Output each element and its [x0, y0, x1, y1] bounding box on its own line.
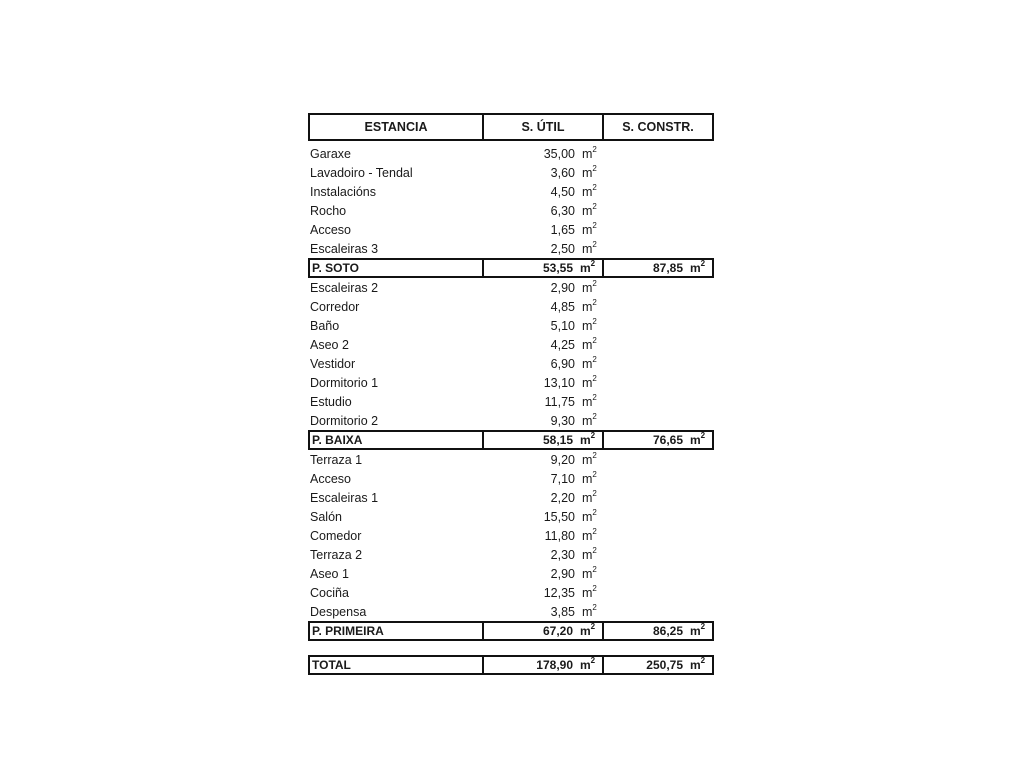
unit-base: m — [582, 490, 593, 505]
table-row — [308, 182, 714, 201]
table-row — [308, 469, 714, 488]
unit-base: m — [690, 624, 701, 638]
floor-built-area-text: 87,85 — [652, 261, 683, 275]
floor-useful-area — [484, 430, 604, 450]
unit-base: m — [580, 261, 591, 275]
area-table — [308, 113, 714, 675]
room-name-text: Vestidor — [310, 356, 356, 371]
floor-name — [308, 621, 484, 641]
unit-label — [582, 373, 598, 390]
unit-label — [690, 433, 706, 447]
useful-area — [484, 526, 604, 543]
useful-area — [484, 335, 604, 352]
useful-area — [484, 354, 604, 371]
useful-area-text: 2,90 — [550, 280, 575, 295]
floor-built-area-text: 86,25 — [652, 624, 683, 638]
room-name — [308, 242, 484, 256]
total-label — [308, 655, 484, 675]
room-name — [308, 510, 484, 524]
room-name-text: Escaleiras 3 — [310, 241, 379, 256]
unit-base: m — [582, 337, 593, 352]
table-header — [308, 113, 714, 141]
room-name — [308, 204, 484, 218]
unit-label — [580, 658, 596, 672]
room-name-text: Aseo 2 — [310, 337, 349, 352]
spacer — [308, 641, 714, 655]
useful-area-text: 11,80 — [544, 528, 575, 543]
floor-subtotal-row — [308, 621, 714, 641]
room-name — [308, 357, 484, 371]
floor-name-text: P. SOTO — [312, 261, 359, 275]
useful-area-text: 7,10 — [550, 471, 575, 486]
unit-exponent: 2 — [592, 450, 597, 460]
unit-label — [580, 624, 596, 638]
table-row — [308, 239, 714, 258]
unit-label — [582, 602, 598, 619]
header-useful-area: S. ÚTIL — [484, 113, 604, 141]
unit-label — [582, 163, 598, 180]
unit-base: m — [582, 585, 593, 600]
unit-label — [582, 411, 598, 428]
useful-area — [484, 488, 604, 505]
room-name-text: Comedor — [310, 528, 362, 543]
table-row — [308, 201, 714, 220]
unit-exponent: 2 — [592, 182, 597, 192]
useful-area-text: 2,30 — [550, 547, 575, 562]
useful-area-text: 4,25 — [550, 337, 575, 352]
useful-area — [484, 450, 604, 467]
unit-label — [582, 469, 598, 486]
unit-exponent: 2 — [592, 488, 597, 498]
useful-area-text: 5,10 — [550, 318, 575, 333]
floor-built-area — [604, 621, 714, 641]
table-row — [308, 278, 714, 297]
unit-base: m — [582, 184, 593, 199]
unit-label — [582, 507, 598, 524]
room-name-text: Escaleiras 2 — [310, 280, 379, 295]
unit-base: m — [582, 222, 593, 237]
room-name — [308, 567, 484, 581]
room-name-text: Dormitorio 2 — [310, 413, 379, 428]
useful-area — [484, 373, 604, 390]
room-name — [308, 281, 484, 295]
useful-area — [484, 316, 604, 333]
useful-area — [484, 507, 604, 524]
room-name-text: Baño — [310, 318, 340, 333]
room-name — [308, 453, 484, 467]
useful-area — [484, 201, 604, 218]
total-built-area-text: 250,75 — [646, 658, 683, 672]
room-name-text: Aseo 1 — [310, 566, 349, 581]
total-useful-area — [484, 655, 604, 675]
unit-base: m — [582, 394, 593, 409]
useful-area — [484, 144, 604, 161]
useful-area-text: 4,50 — [550, 184, 575, 199]
unit-base: m — [582, 165, 593, 180]
table-row — [308, 545, 714, 564]
room-name-text: Cociña — [310, 585, 349, 600]
unit-label — [582, 297, 598, 314]
table-row — [308, 392, 714, 411]
room-name-text: Escaleiras 1 — [310, 490, 379, 505]
floor-built-area — [604, 258, 714, 278]
unit-base: m — [582, 566, 593, 581]
total-row — [308, 655, 714, 675]
table-row — [308, 450, 714, 469]
floor-useful-area-text: 53,55 — [542, 261, 573, 275]
header-built-area: S. CONSTR. — [604, 113, 714, 141]
unit-base: m — [582, 203, 593, 218]
unit-exponent: 2 — [590, 622, 596, 631]
useful-area-text: 3,85 — [550, 604, 575, 619]
header-room: ESTANCIA — [308, 113, 484, 141]
table-body — [308, 144, 714, 675]
total-useful-area-text: 178,90 — [536, 658, 573, 672]
unit-base: m — [690, 658, 701, 672]
unit-exponent: 2 — [590, 259, 596, 268]
unit-exponent: 2 — [592, 163, 597, 173]
unit-exponent: 2 — [592, 278, 597, 288]
useful-area — [484, 182, 604, 199]
unit-label — [582, 488, 598, 505]
unit-label — [582, 450, 598, 467]
room-name — [308, 166, 484, 180]
room-name — [308, 472, 484, 486]
floor-useful-area-text: 58,15 — [542, 433, 573, 447]
unit-base: m — [582, 356, 593, 371]
table-row — [308, 602, 714, 621]
table-row — [308, 373, 714, 392]
unit-label — [690, 261, 706, 275]
unit-exponent: 2 — [592, 602, 597, 612]
useful-area — [484, 564, 604, 581]
room-name — [308, 376, 484, 390]
room-name — [308, 300, 484, 314]
unit-base: m — [690, 261, 701, 275]
room-name-text: Acceso — [310, 222, 351, 237]
useful-area-text: 6,30 — [550, 203, 575, 218]
room-name-text: Salón — [310, 509, 342, 524]
unit-label — [582, 220, 598, 237]
unit-exponent: 2 — [592, 373, 597, 383]
room-name — [308, 338, 484, 352]
unit-exponent: 2 — [592, 201, 597, 211]
useful-area-text: 2,50 — [550, 241, 575, 256]
room-name-text: Rocho — [310, 203, 347, 218]
useful-area — [484, 278, 604, 295]
unit-exponent: 2 — [592, 297, 597, 307]
useful-area-text: 4,85 — [550, 299, 575, 314]
room-name-text: Dormitorio 1 — [310, 375, 379, 390]
unit-label — [582, 354, 598, 371]
room-name — [308, 147, 484, 161]
unit-base: m — [582, 452, 593, 467]
floor-useful-area — [484, 258, 604, 278]
table-row — [308, 316, 714, 335]
unit-exponent: 2 — [592, 526, 597, 536]
unit-base: m — [582, 280, 593, 295]
table-row — [308, 163, 714, 182]
room-name-text: Terraza 1 — [310, 452, 363, 467]
useful-area — [484, 297, 604, 314]
useful-area — [484, 411, 604, 428]
table-row — [308, 526, 714, 545]
room-name — [308, 586, 484, 600]
unit-exponent: 2 — [700, 259, 706, 268]
useful-area-text: 35,00 — [543, 146, 575, 161]
total-built-area — [604, 655, 714, 675]
floor-name-text: P. PRIMEIRA — [312, 624, 384, 638]
unit-exponent: 2 — [590, 431, 596, 440]
unit-exponent: 2 — [592, 354, 597, 364]
unit-label — [582, 335, 598, 352]
unit-base: m — [690, 433, 701, 447]
unit-exponent: 2 — [592, 545, 597, 555]
room-name-text: Terraza 2 — [310, 547, 363, 562]
unit-label — [582, 564, 598, 581]
unit-exponent: 2 — [592, 220, 597, 230]
room-name — [308, 319, 484, 333]
room-name — [308, 223, 484, 237]
unit-base: m — [582, 299, 593, 314]
unit-base: m — [582, 318, 593, 333]
unit-label — [582, 316, 598, 333]
useful-area-text: 12,35 — [543, 585, 575, 600]
table-row — [308, 354, 714, 373]
table-row — [308, 583, 714, 602]
floor-useful-area — [484, 621, 604, 641]
useful-area — [484, 163, 604, 180]
useful-area — [484, 392, 604, 409]
unit-label — [582, 278, 598, 295]
unit-exponent: 2 — [592, 239, 597, 249]
useful-area — [484, 469, 604, 486]
useful-area-text: 11,75 — [544, 394, 575, 409]
useful-area-text: 1,65 — [550, 222, 575, 237]
table-row — [308, 488, 714, 507]
unit-base: m — [582, 509, 593, 524]
unit-exponent: 2 — [592, 392, 597, 402]
floor-subtotal-row — [308, 430, 714, 450]
room-name-text: Estudio — [310, 394, 352, 409]
room-name — [308, 185, 484, 199]
unit-exponent: 2 — [592, 564, 597, 574]
unit-label — [582, 583, 598, 600]
floor-name-text: P. BAIXA — [312, 433, 363, 447]
useful-area-text: 9,30 — [550, 413, 575, 428]
unit-label — [582, 545, 598, 562]
room-name-text: Instalacións — [310, 184, 377, 199]
floor-subtotal-row — [308, 258, 714, 278]
unit-exponent: 2 — [592, 335, 597, 345]
floor-name — [308, 430, 484, 450]
unit-base: m — [582, 547, 593, 562]
useful-area-text: 3,60 — [550, 165, 575, 180]
table-row — [308, 411, 714, 430]
unit-exponent: 2 — [592, 411, 597, 421]
unit-exponent: 2 — [700, 656, 706, 665]
unit-exponent: 2 — [592, 507, 597, 517]
unit-base: m — [580, 433, 591, 447]
unit-base: m — [582, 146, 593, 161]
table-row — [308, 335, 714, 354]
unit-exponent: 2 — [592, 144, 597, 154]
unit-base: m — [582, 241, 593, 256]
unit-label — [582, 182, 598, 199]
unit-label — [580, 261, 596, 275]
floor-name — [308, 258, 484, 278]
table-row — [308, 144, 714, 163]
unit-base: m — [582, 413, 593, 428]
room-name — [308, 491, 484, 505]
useful-area — [484, 602, 604, 619]
unit-label — [690, 658, 706, 672]
room-name-text: Corredor — [310, 299, 360, 314]
useful-area — [484, 545, 604, 562]
room-name — [308, 605, 484, 619]
useful-area-text: 2,90 — [550, 566, 575, 581]
table-row — [308, 564, 714, 583]
table-row — [308, 220, 714, 239]
unit-label — [582, 392, 598, 409]
useful-area-text: 15,50 — [543, 509, 575, 524]
unit-exponent: 2 — [592, 583, 597, 593]
room-name — [308, 529, 484, 543]
unit-base: m — [582, 604, 593, 619]
useful-area — [484, 220, 604, 237]
unit-base: m — [582, 471, 593, 486]
useful-area — [484, 239, 604, 256]
floor-useful-area-text: 67,20 — [542, 624, 573, 638]
floor-built-area-text: 76,65 — [652, 433, 683, 447]
unit-exponent: 2 — [700, 622, 706, 631]
unit-base: m — [582, 528, 593, 543]
useful-area — [484, 583, 604, 600]
room-name-text: Garaxe — [310, 146, 351, 161]
unit-label — [580, 433, 596, 447]
room-name-text: Acceso — [310, 471, 351, 486]
table-row — [308, 297, 714, 316]
room-name-text: Despensa — [310, 604, 367, 619]
unit-base: m — [582, 375, 593, 390]
useful-area-text: 2,20 — [550, 490, 575, 505]
unit-label — [582, 526, 598, 543]
unit-exponent: 2 — [700, 431, 706, 440]
unit-label — [582, 239, 598, 256]
unit-base: m — [580, 658, 591, 672]
room-name — [308, 548, 484, 562]
unit-exponent: 2 — [592, 469, 597, 479]
unit-exponent: 2 — [592, 316, 597, 326]
unit-label — [582, 201, 598, 218]
useful-area-text: 9,20 — [550, 452, 575, 467]
unit-base: m — [580, 624, 591, 638]
useful-area-text: 6,90 — [550, 356, 575, 371]
total-label-text: TOTAL — [312, 658, 351, 672]
unit-exponent: 2 — [590, 656, 596, 665]
room-name — [308, 395, 484, 409]
floor-built-area — [604, 430, 714, 450]
room-name — [308, 414, 484, 428]
useful-area-text: 13,10 — [543, 375, 575, 390]
unit-label — [582, 144, 598, 161]
table-row — [308, 507, 714, 526]
unit-label — [690, 624, 706, 638]
room-name-text: Lavadoiro - Tendal — [310, 165, 413, 180]
